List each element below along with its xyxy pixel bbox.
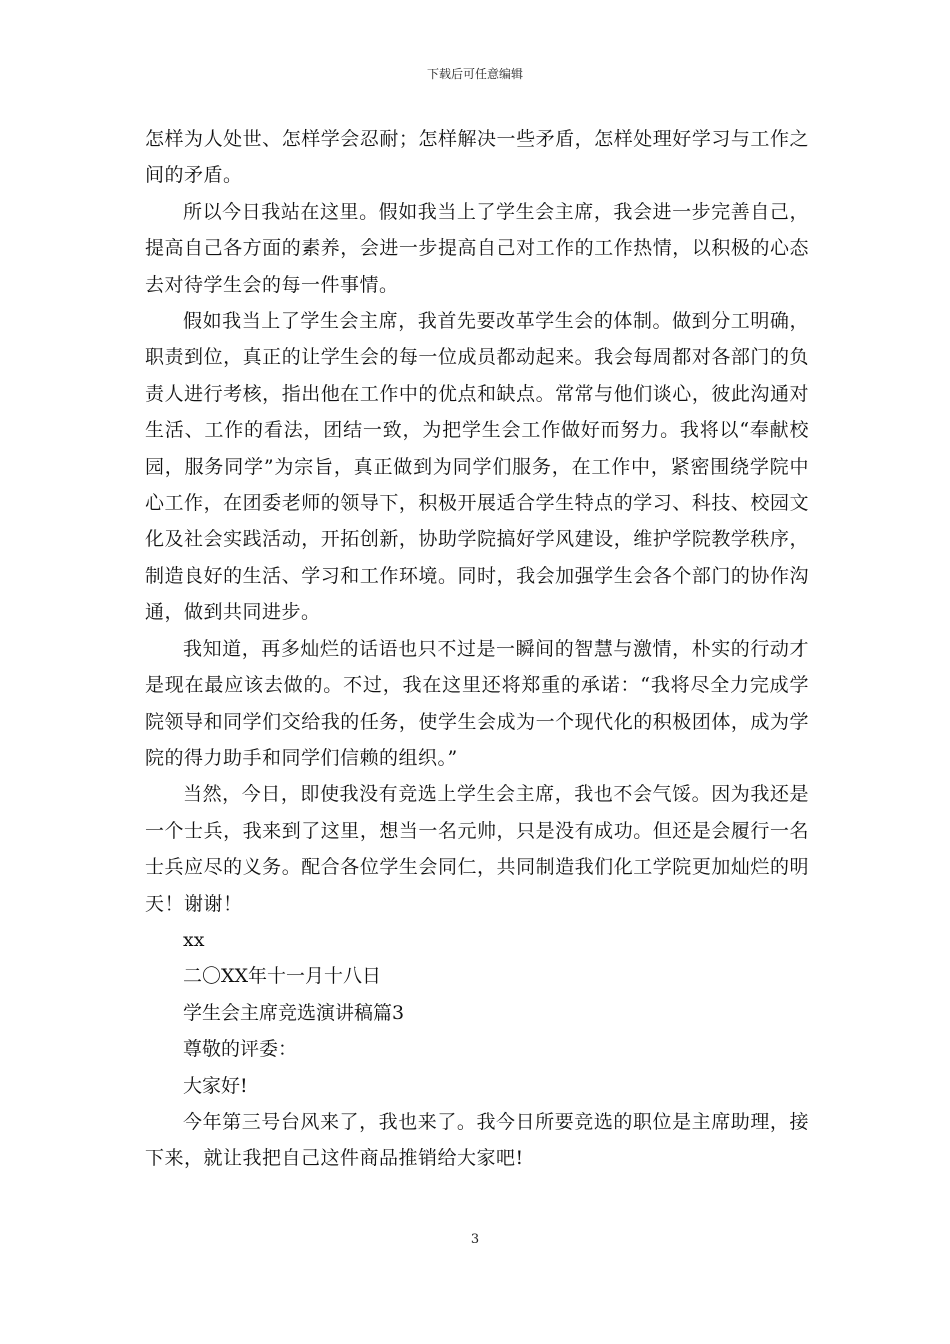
paragraph-opening: 今年第三号台风来了，我也来了。我今日所要竞选的职位是主席助理，接下来，就让我把自己这件商品推销给大家吧! — [145, 1110, 809, 1170]
document-body — [145, 121, 809, 1177]
paragraph-continued: 怎样为人处世、怎样学会忍耐；怎样解决一些矛盾，怎样处理好学习与工作之间的矛盾。 — [145, 128, 809, 187]
section-title: 学生会主席竞选演讲稿篇3 — [183, 1001, 405, 1024]
paragraph-standing-here: 所以今日我站在这里。假如我当上了学生会主席，我会进一步完善自己，提高自己各方面的素养，会进一步提高自己对工作的工作热情，以积极的心态去对待学生会的每一件事情。 — [145, 200, 809, 296]
greeting: 大家好! — [183, 1074, 248, 1097]
page-header: 下载后可任意编辑 — [426, 67, 523, 81]
paragraph-closing: 当然，今日，即使我没有竞选上学生会主席，我也不会气馁。因为我还是一个士兵，我来到了这里，想当一名元帅，只是没有成功。但还是会履行一名士兵应尽的义务。配合各位学生会同仁，共同制造我们化工学院更加灿烂的明天！谢谢！ — [145, 783, 809, 915]
salutation: 尊敬的评委： — [183, 1038, 298, 1061]
page-number: 3 — [470, 1232, 480, 1247]
signature-name: xx — [183, 928, 205, 951]
paragraph-promise: 我知道，再多灿烂的话语也只不过是一瞬间的智慧与激情，朴实的行动才是现在最应该去做的。不过，我在这里还将郑重的承诺：“我将尽全力完成学院领导和同学们交给我的任务，使学生会成为一个现代化的积极团体，成为学院的得力助手和同学们信赖的组织。” — [145, 637, 809, 769]
paragraph-reform-plan: 假如我当上了学生会主席，我首先要改革学生会的体制。做到分工明确，职责到位，真正的让学生会的每一位成员都动起来。我会每周都对各部门的负责人进行考核，指出他在工作中的优点和缺点。常常与他们谈心，彼此沟通对生活、工作的看法，团结一致，为把学生会工作做好而努力。我将以“奉献校园，服务同学”为宗旨，真正做到为同学们服务，在工作中，紧密围绕学院中心工作，在团委老师的领导下，积极开展适合学生特点的学习、科技、校园文化及社会实践活动，开拓创新，协助学院搞好学风建设，维护学院教学秩序，制造良好的生活、学习和工作环境。同时，我会加强学生会各个部门的协作沟通，做到共同进步。 — [145, 310, 809, 624]
signature-date: 二〇XX年十一月十八日 — [183, 965, 382, 988]
